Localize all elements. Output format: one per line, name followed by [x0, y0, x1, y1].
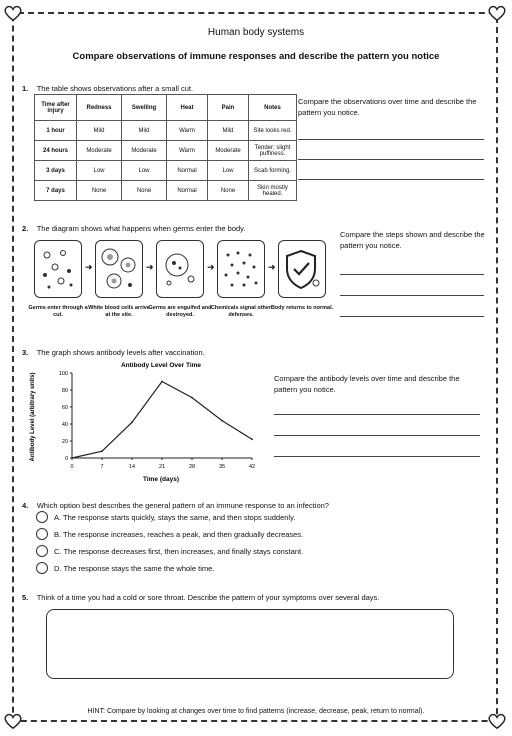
step-box-normal: [278, 240, 326, 298]
y-axis-label: Antibody Level (arbitrary units): [30, 372, 36, 462]
y-tick-label: 0: [64, 456, 68, 462]
step-caption: Chemicals signal other defenses.: [210, 305, 272, 318]
answer-line[interactable]: [274, 435, 480, 436]
table-row: [35, 121, 297, 141]
x-tick-label: 14: [128, 464, 136, 470]
antibody-line-chart: [20, 355, 270, 485]
table-cell: Low: [122, 161, 167, 181]
x-tick-label: 21: [158, 464, 166, 470]
x-tick-label: 0: [70, 464, 74, 470]
chart-points: [71, 381, 253, 459]
question-number: 3.: [22, 348, 29, 357]
table-cell: Mild: [208, 121, 249, 141]
step-box-engulfed: [156, 240, 204, 298]
arrow-right-icon: ➜: [85, 262, 93, 272]
question-text: The graph shows antibody levels after vaccination.: [36, 348, 205, 357]
data-point: [191, 397, 193, 399]
answer-line[interactable]: [274, 414, 480, 415]
chart-axes: [72, 373, 252, 458]
table-cell: 1 hour: [35, 121, 77, 141]
table-cell: None: [122, 181, 167, 201]
step-box-white-blood-cells: [95, 240, 143, 298]
question-text: Which option best describes the general pattern of an immune response to an infection?: [36, 501, 329, 510]
x-tick-label: 42: [248, 464, 256, 470]
option-a[interactable]: [36, 510, 295, 524]
heart-icon: [488, 4, 506, 22]
option-d[interactable]: [36, 561, 214, 575]
table-cell: None: [208, 181, 249, 201]
step-caption: Body returns to normal.: [270, 305, 334, 311]
question-text: The diagram shows what happens when germs enter the body.: [36, 224, 246, 233]
answer-line[interactable]: [298, 139, 484, 140]
y-tick-label: 20: [61, 439, 68, 445]
page-subtitle: Compare observations of immune responses and describe the pattern you notice: [72, 51, 440, 62]
germs-icon: [35, 241, 81, 297]
data-point: [161, 381, 163, 383]
radio-circle[interactable]: [36, 562, 48, 574]
option-c[interactable]: [36, 544, 303, 558]
arrow-right-icon: ➜: [207, 262, 215, 272]
question-prompt: Compare the steps shown and describe the pattern you notice.: [340, 230, 485, 250]
y-tick-label: 80: [61, 388, 68, 394]
answer-line[interactable]: [340, 295, 484, 296]
table-header: Redness: [77, 95, 122, 121]
option-b[interactable]: [36, 527, 303, 541]
data-point: [131, 421, 133, 423]
answer-line[interactable]: [298, 179, 484, 180]
shield-check-icon: [279, 241, 325, 297]
table-header: Time after injury: [35, 95, 77, 121]
x-tick-label: 7: [100, 464, 104, 470]
white-blood-cell-icon: [96, 241, 142, 297]
table-header: Pain: [208, 95, 249, 121]
option-label: B. The response increases, reaches a peak, and then gradually decreases.: [54, 529, 304, 539]
answer-box[interactable]: [46, 609, 454, 679]
table-header: Heat: [167, 95, 208, 121]
hint-text: HINT: Compare by looking at changes over time to find patterns (increase, decrease, peak, return to normal).: [87, 708, 425, 715]
table-cell: 3 days: [35, 161, 77, 181]
answer-line[interactable]: [298, 159, 484, 160]
data-point: [101, 450, 103, 452]
y-tick-label: 100: [58, 371, 68, 377]
table-cell: Skin mostly healed.: [249, 181, 297, 201]
question-number: 4.: [22, 501, 29, 510]
table-cell: Scab forming.: [249, 161, 297, 181]
question-5: [22, 587, 379, 605]
answer-line[interactable]: [340, 274, 484, 275]
engulfing-cell-icon: [157, 241, 203, 297]
page-title: Human body systems: [207, 27, 305, 38]
step-box-germs-enter: [34, 240, 82, 298]
table-cell: Tender; slight puffiness.: [249, 141, 297, 161]
question-text: The table shows observations after a small cut.: [36, 84, 194, 93]
table-header: Swelling: [122, 95, 167, 121]
data-point: [71, 457, 73, 459]
step-box-chemicals: [217, 240, 265, 298]
answer-line[interactable]: [274, 456, 480, 457]
step-caption: Germs are engulfed and destroyed.: [148, 305, 212, 318]
x-tick-label: 28: [188, 464, 196, 470]
question-2: [22, 218, 245, 236]
step-caption: Germs enter through a cut.: [28, 305, 88, 318]
y-tick-label: 60: [61, 405, 68, 411]
table-cell: Normal: [167, 181, 208, 201]
table-cell: Warm: [167, 141, 208, 161]
x-tick-label: 35: [218, 464, 226, 470]
option-label: D. The response stays the same the whole time.: [54, 563, 215, 573]
table-cell: None: [77, 181, 122, 201]
table-cell: Moderate: [208, 141, 249, 161]
radio-circle[interactable]: [36, 511, 48, 523]
chart-title: Antibody Level Over Time: [120, 362, 202, 369]
table-row: [35, 161, 297, 181]
heart-icon: [4, 4, 22, 22]
observation-table: [34, 94, 297, 201]
x-axis-label: Time (days): [142, 476, 180, 483]
table-cell: Moderate: [77, 141, 122, 161]
y-tick-label: 40: [61, 422, 68, 428]
step-caption: White blood cells arrive at the site.: [88, 305, 150, 318]
answer-line[interactable]: [340, 316, 484, 317]
table-cell: Mild: [122, 121, 167, 141]
table-row: [35, 181, 297, 201]
table-header: Notes: [249, 95, 297, 121]
arrow-right-icon: ➜: [146, 262, 154, 272]
question-number: 5.: [22, 593, 29, 602]
table-cell: Warm: [167, 121, 208, 141]
data-point: [251, 438, 253, 440]
question-prompt: Compare the observations over time and describe the pattern you notice.: [298, 97, 477, 117]
data-point: [221, 420, 223, 422]
arrow-right-icon: ➜: [268, 262, 276, 272]
radio-circle[interactable]: [36, 545, 48, 557]
table-cell: Normal: [167, 161, 208, 181]
table-cell: Moderate: [122, 141, 167, 161]
radio-circle[interactable]: [36, 528, 48, 540]
table-cell: Low: [77, 161, 122, 181]
question-text: Think of a time you had a cold or sore throat. Describe the pattern of your symptoms over several days.: [36, 593, 380, 602]
table-cell: 7 days: [35, 181, 77, 201]
table-cell: Low: [208, 161, 249, 181]
question-number: 1.: [22, 84, 29, 93]
option-label: C. The response decreases first, then increases, and finally stays constant.: [54, 546, 304, 556]
chemical-signal-icon: [218, 241, 264, 297]
chart-ticks: [59, 371, 255, 470]
question-prompt: Compare the antibody levels over time and describe the pattern you notice.: [274, 374, 460, 394]
table-cell: Site looks red.: [249, 121, 297, 141]
table-header-row: [35, 95, 297, 121]
table-cell: 24 hours: [35, 141, 77, 161]
antibody-series-line: [72, 382, 252, 459]
table-cell: Mild: [77, 121, 122, 141]
option-label: A. The response starts quickly, stays the same, and then stops suddenly.: [54, 512, 296, 522]
table-row: [35, 141, 297, 161]
question-number: 2.: [22, 224, 29, 233]
